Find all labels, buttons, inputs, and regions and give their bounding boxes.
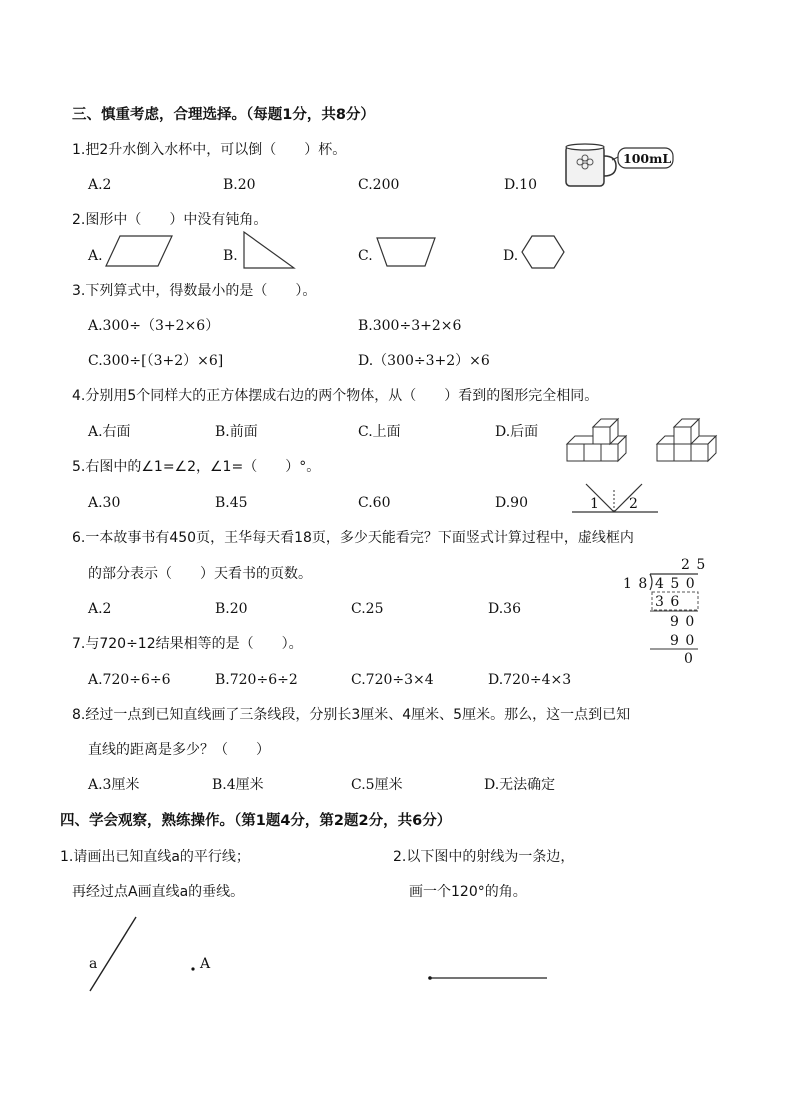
s4-q1-line2: 再经过点A画直线a的垂线。	[72, 884, 245, 900]
division-remainder: 0	[684, 651, 693, 667]
section3-heading: 三、慎重考虑，合理选择。（每题1分，共8分）	[72, 107, 375, 123]
q5-option-a: A.30	[88, 495, 121, 511]
division-step1: 3 6	[655, 594, 681, 610]
q1-option-a: A.2	[88, 177, 112, 193]
q2-option-b: B.	[223, 248, 238, 264]
q1-text: 1.把2升水倒入水杯中，可以倒（ ）杯。	[72, 142, 347, 158]
angle-label-2: 2	[629, 496, 638, 512]
q4-option-b: B.前面	[215, 424, 258, 440]
q3-option-d: D.（300÷3+2）×6	[358, 353, 490, 369]
hexagon-shape	[522, 234, 566, 272]
q6-option-b: B.20	[215, 601, 248, 617]
division-divisor: 1 8	[623, 576, 649, 592]
q4-text: 4.分别用5个同样大的正方体摆成右边的两个物体，从（ ）看到的图形完全相同。	[72, 388, 599, 404]
q3-option-b: B.300÷3+2×6	[358, 318, 462, 334]
q1-option-b: B.20	[223, 177, 256, 193]
q7-option-c: C.720÷3×4	[351, 672, 434, 688]
division-step2: 9 0	[670, 614, 696, 630]
q6-option-d: D.36	[488, 601, 521, 617]
q5-option-b: B.45	[215, 495, 248, 511]
q8-option-d: D.无法确定	[484, 777, 556, 793]
q3-option-c: C.300÷[（3+2）×6]	[88, 353, 224, 369]
q1-option-c: C.200	[358, 177, 400, 193]
division-bracket	[640, 570, 700, 670]
q6-option-c: C.25	[351, 601, 384, 617]
q5-option-d: D.90	[495, 495, 528, 511]
q7-option-b: B.720÷6÷2	[215, 672, 298, 688]
label-line-a: a	[89, 956, 98, 972]
q2-option-d: D.	[503, 248, 519, 264]
q4-option-a: A.右面	[88, 424, 131, 440]
q8-option-a: A.3厘米	[88, 777, 140, 793]
angle-figure	[572, 480, 662, 516]
q7-text: 7.与720÷12结果相等的是（ ）。	[72, 636, 303, 652]
q6-text: 6.一本故事书有450页，王华每天看18页，多少天能看完？下面竖式计算过程中，虚线框内	[72, 530, 634, 546]
q1-option-d: D.10	[504, 177, 537, 193]
section4-heading: 四、学会观察，熟练操作。（第1题4分，第2题2分，共6分）	[60, 813, 452, 829]
s4-q2-line1: 2.以下图中的射线为一条边，	[393, 849, 575, 865]
q6-option-a: A.2	[88, 601, 112, 617]
division-dividend: 4 5 0	[655, 576, 696, 592]
s4-q2-line2: 画一个120°的角。	[409, 884, 527, 900]
q7-option-d: D.720÷4×3	[488, 672, 572, 688]
q3-option-a: A.300÷（3+2×6）	[88, 318, 220, 334]
s4-q1-line1: 1.请画出已知直线a的平行线；	[60, 849, 250, 865]
q6-text-2: 的部分表示（ ）天看书的页数。	[88, 566, 312, 582]
q8-option-c: C.5厘米	[351, 777, 403, 793]
q2-text: 2.图形中（ ）中没有钝角。	[72, 212, 268, 228]
trapezoid-shape	[375, 236, 439, 270]
right-triangle-shape	[240, 230, 300, 272]
q5-option-c: C.60	[358, 495, 391, 511]
label-point-A: A	[200, 956, 211, 972]
q7-option-a: A.720÷6÷6	[88, 672, 171, 688]
q8-text: 8.经过一点到已知直线画了三条线段，分别长3厘米、4厘米、5厘米。那么，这一点到已知	[72, 707, 631, 723]
q3-text: 3.下列算式中，得数最小的是（ ）。	[72, 283, 317, 299]
q2-option-c: C.	[358, 248, 373, 264]
parallelogram-shape	[104, 234, 174, 270]
q2-option-a: A.	[88, 248, 103, 264]
q4-option-c: C.上面	[358, 424, 401, 440]
division-step3: 9 0	[670, 633, 696, 649]
q8-option-b: B.4厘米	[212, 777, 264, 793]
point-A	[190, 966, 196, 972]
q8-text-2: 直线的距离是多少？（ ）	[88, 742, 270, 758]
angle-label-1: 1	[590, 496, 599, 512]
q5-text: 5.右图中的∠1=∠2，∠1=（ ）°。	[72, 459, 321, 475]
cup-label: 100mL	[623, 151, 672, 166]
cube-figures	[565, 408, 745, 468]
ray-figure	[427, 973, 551, 983]
division-quotient: 2 5	[681, 557, 707, 573]
q4-option-d: D.后面	[495, 424, 539, 440]
